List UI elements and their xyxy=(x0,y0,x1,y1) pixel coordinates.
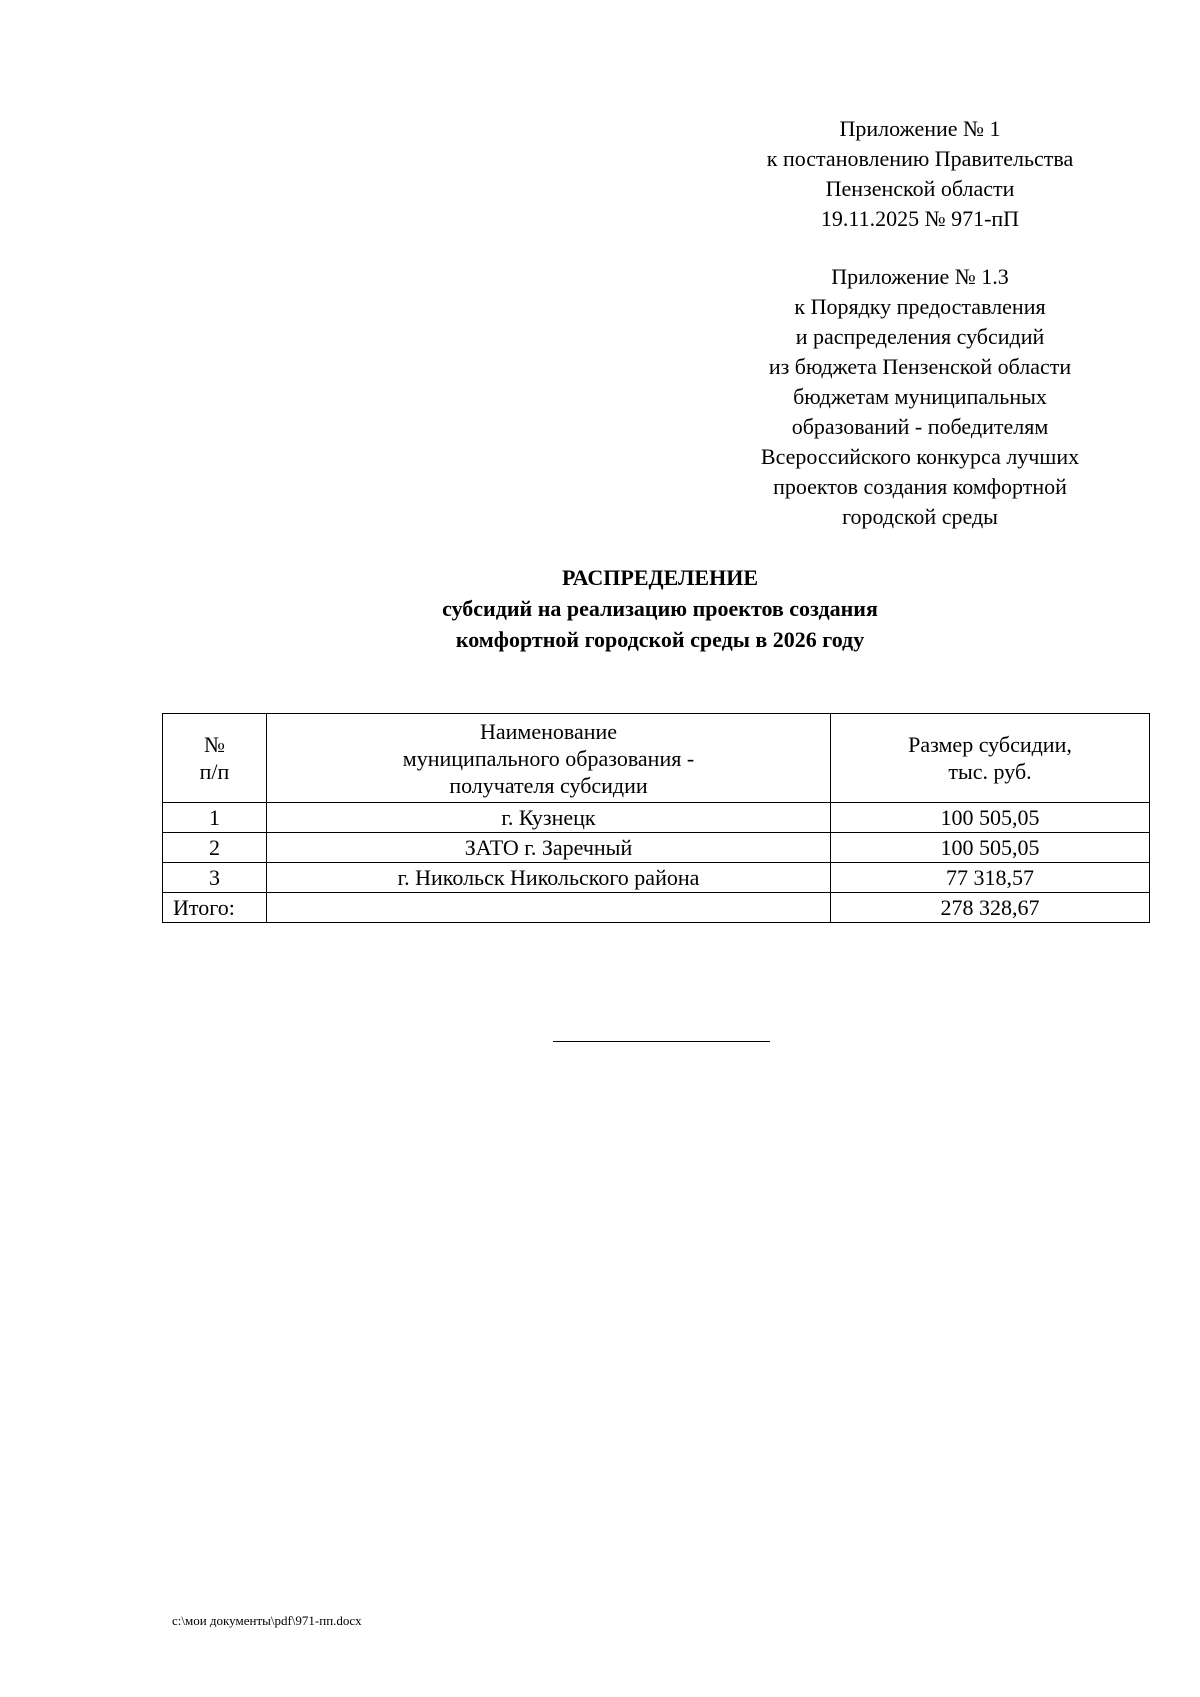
total-amount: 278 328,67 xyxy=(831,893,1150,923)
appendix-1-line: Приложение № 1 xyxy=(839,116,1001,141)
appendix-2-line: проектов создания комфортной xyxy=(773,474,1067,499)
title-line: РАСПРЕДЕЛЕНИЕ xyxy=(561,565,758,590)
appendix-2-line: городской среды xyxy=(842,504,998,529)
table-header-row xyxy=(163,714,1150,803)
document-title xyxy=(160,562,1160,655)
table-total-row xyxy=(163,893,1150,923)
header-num-line: п/п xyxy=(199,759,230,784)
header-name-line: получателя субсидии xyxy=(449,772,648,798)
appendix-1-line: Пензенской области xyxy=(825,176,1015,201)
header-amount-cell xyxy=(831,714,1150,803)
appendix-2-line: Приложение № 1.3 xyxy=(831,264,1009,289)
header-amount-line: Размер субсидии, xyxy=(908,732,1072,757)
header-amount-line: тыс. руб. xyxy=(948,759,1032,784)
header-num-cell xyxy=(163,714,267,803)
appendix-1-block xyxy=(720,114,1120,234)
appendix-2-line: и распределения субсидий xyxy=(795,324,1045,349)
appendix-2-line: из бюджета Пензенской области xyxy=(768,354,1072,379)
appendix-1-line: 19.11.2025 № 971-пП xyxy=(820,206,1020,231)
table-row xyxy=(163,803,1150,833)
header-num-line: № xyxy=(204,732,225,757)
header-name-cell xyxy=(267,714,831,803)
row-amount: 100 505,05 xyxy=(831,803,1150,833)
row-name: ЗАТО г. Заречный xyxy=(267,833,831,863)
table-row xyxy=(163,833,1150,863)
table-row xyxy=(163,863,1150,893)
appendix-2-line: образований - победителям xyxy=(791,414,1049,439)
subsidy-table xyxy=(162,713,1150,923)
footer-file-path: c:\мои документы\pdf\971-пп.docx xyxy=(172,1613,362,1628)
appendix-2-block xyxy=(720,262,1120,532)
total-name xyxy=(267,893,831,923)
row-amount: 100 505,05 xyxy=(831,833,1150,863)
appendix-2-line: Всероссийского конкурса лучших xyxy=(760,444,1080,469)
separator-line xyxy=(553,1041,770,1042)
row-name: г. Никольск Никольского района xyxy=(267,863,831,893)
title-line: субсидий на реализацию проектов создания xyxy=(442,596,878,621)
row-amount: 77 318,57 xyxy=(831,863,1150,893)
appendix-1-line: к постановлению Правительства xyxy=(766,146,1074,171)
row-name: г. Кузнецк xyxy=(267,803,831,833)
total-label: Итого: xyxy=(163,893,267,923)
header-name-line: муниципального образования - xyxy=(402,745,695,771)
appendix-2-line: бюджетам муниципальных xyxy=(793,384,1047,409)
row-num: 2 xyxy=(163,833,267,863)
row-num: 1 xyxy=(163,803,267,833)
row-num: 3 xyxy=(163,863,267,893)
title-line: комфортной городской среды в 2026 году xyxy=(455,627,865,652)
header-name-line: Наименование xyxy=(479,718,618,744)
appendix-2-line: к Порядку предоставления xyxy=(794,294,1046,319)
